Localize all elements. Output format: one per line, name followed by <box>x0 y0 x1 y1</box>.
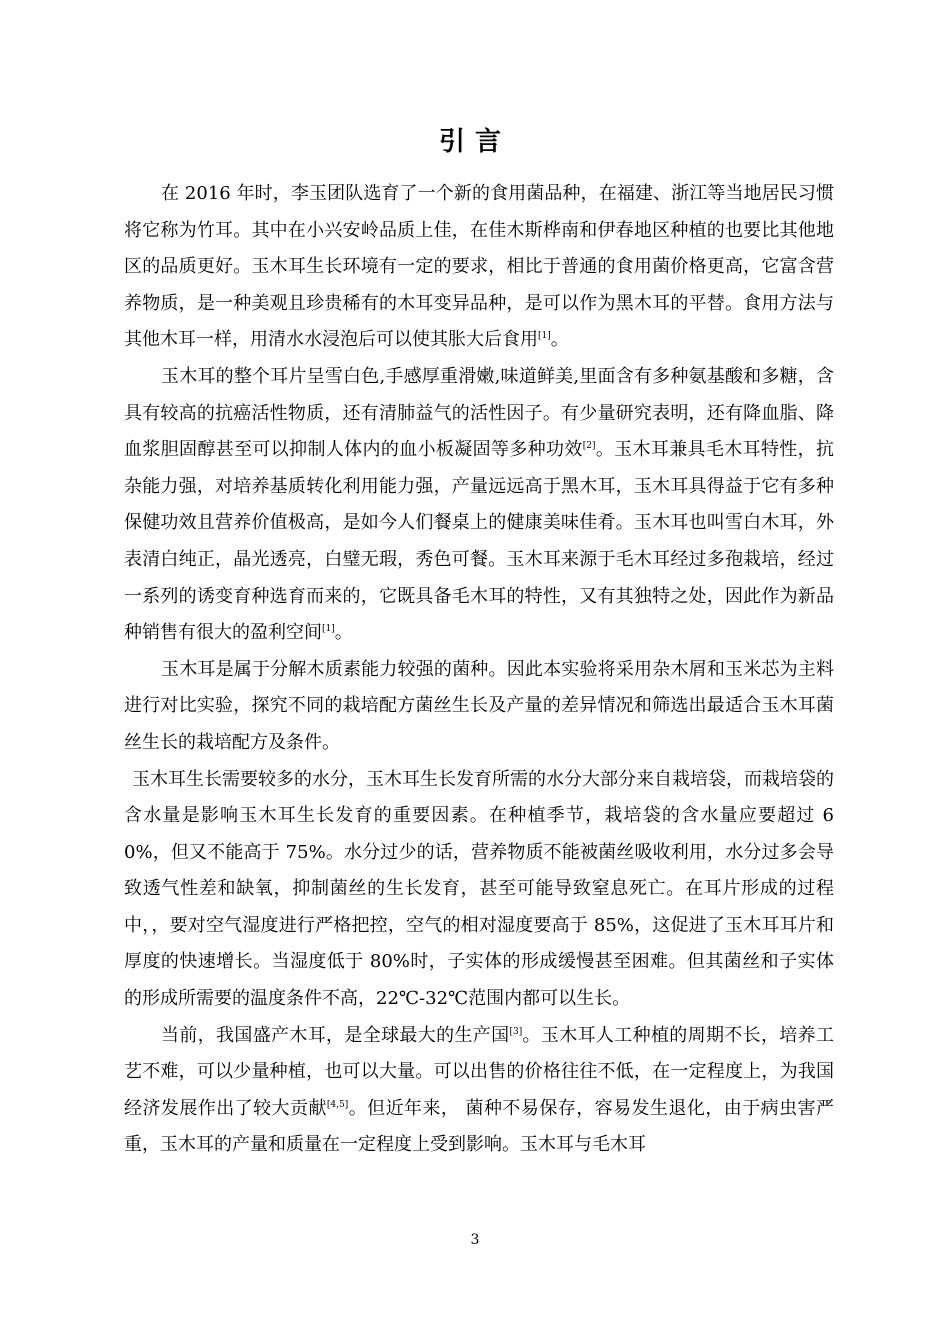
paragraph-3 <box>124 652 834 762</box>
paragraph-text: 。 <box>550 329 569 351</box>
paragraph-text: 当前，我国盛产木耳，是全球最大的生产国 <box>161 1024 510 1046</box>
paragraph-text: 。玉木耳人工种植的周期不长，培养工艺不难，可以少量种植，也可以大量。可以出售的价格往往不低，在一定程度上，为我国经济发展作出了较大贡献 <box>124 1024 835 1119</box>
paragraph-text: 玉木耳是属于分解木质素能力较强的菌种。因此本实验将采用杂木屑和玉米芯为主料进行对比实验，探究不同的栽培配方菌丝生长及产量的差异情况和筛选出最适合玉木耳菌丝生长的栽培配方及条件。 <box>124 658 834 753</box>
paragraph-text: 。 <box>334 622 353 644</box>
citation: [1] <box>322 624 335 635</box>
paragraph-text: 在 2016 年时，李玉团队选育了一个新的食用菌品种，在福建、浙江等当地居民习惯将它称为竹耳。其中在小兴安岭品质上佳，在佳木斯桦南和伊春地区种植的也要比其他地区的品质更好。玉木耳生长环境有一定的要求，相比于普通的食用菌价格更高，它富含营养物质，是一种美观且珍贵稀有的木耳变异品种，是可以作为黑木耳的平替。食用方法与其他木耳一样，用清水水浸泡后可以使其胀大后食用 <box>124 183 834 351</box>
citation: [2] <box>582 441 596 452</box>
citation: [3] <box>509 1026 523 1037</box>
paragraph-text: 。但近年来， 菌种不易保存，容易发生退化，由于病虫害严重，玉木耳的产量和质量在一定程度上受到影响。玉木耳与毛木耳 <box>124 1097 834 1156</box>
page-title: 引言 <box>438 127 511 157</box>
paragraph-text: 玉木耳生长需要较多的水分，玉木耳生长发育所需的水分大部分来自栽培袋，而栽培袋的含水量是影响玉木耳生长发育的重要因素。在种植季节，栽培袋的含水量应要超过 60%，但又不能高于 75%。水分过少的话，营养物质不能被菌丝吸收利用，水分过多会导致透气性差和缺氧，抑制菌丝的生长发育，甚至可能导致窒息死亡。在耳片形成的过程中，，要对空气湿度进行严格把控，空气的相对湿度要高于 85%，这促进了玉木耳耳片和厚度的快速增长。当湿度低于 80%时，子实体的形成缓慢甚至困难。但其菌丝和子实体的形成所需要的温度条件不高，22℃-32℃范围内都可以生长。 <box>124 768 834 1010</box>
citation: [1] <box>538 331 551 342</box>
paragraph-text: 。玉木耳兼具毛木耳特性，抗杂能力强，对培养基质转化利用能力强，产量远远高于黑木耳，玉木耳具得益于它有多种保健功效且营养价值极高，是如今人们餐桌上的健康美味佳肴。玉木耳也叫雪白木耳，外表清白纯正，晶光透亮，白璧无瑕，秀色可餐。玉木耳来源于毛木耳经过多孢栽培，经过一系列的诱变育种选育而来的，它既具备毛木耳的特性，又有其独特之处，因此作为新品种销售有很大的盈利空间 <box>124 439 835 644</box>
page-number: 3 <box>470 1232 480 1248</box>
paragraph-4 <box>124 762 834 1018</box>
paragraph-5 <box>124 1018 834 1164</box>
citation: [4,5] <box>326 1099 349 1110</box>
body-text <box>124 176 834 1164</box>
paragraph-1 <box>124 176 834 359</box>
paragraph-2 <box>124 359 834 652</box>
paragraph-text: 玉木耳的整个耳片呈雪白色,手感厚重滑嫩,味道鲜美,里面含有多种氨基酸和多糖，含具有较高的抗癌活性物质，还有清肺益气的活性因子。有少量研究表明，还有降血脂、降血浆胆固醇甚至可以抑制人体内的血小板凝固等多种功效 <box>124 365 834 461</box>
